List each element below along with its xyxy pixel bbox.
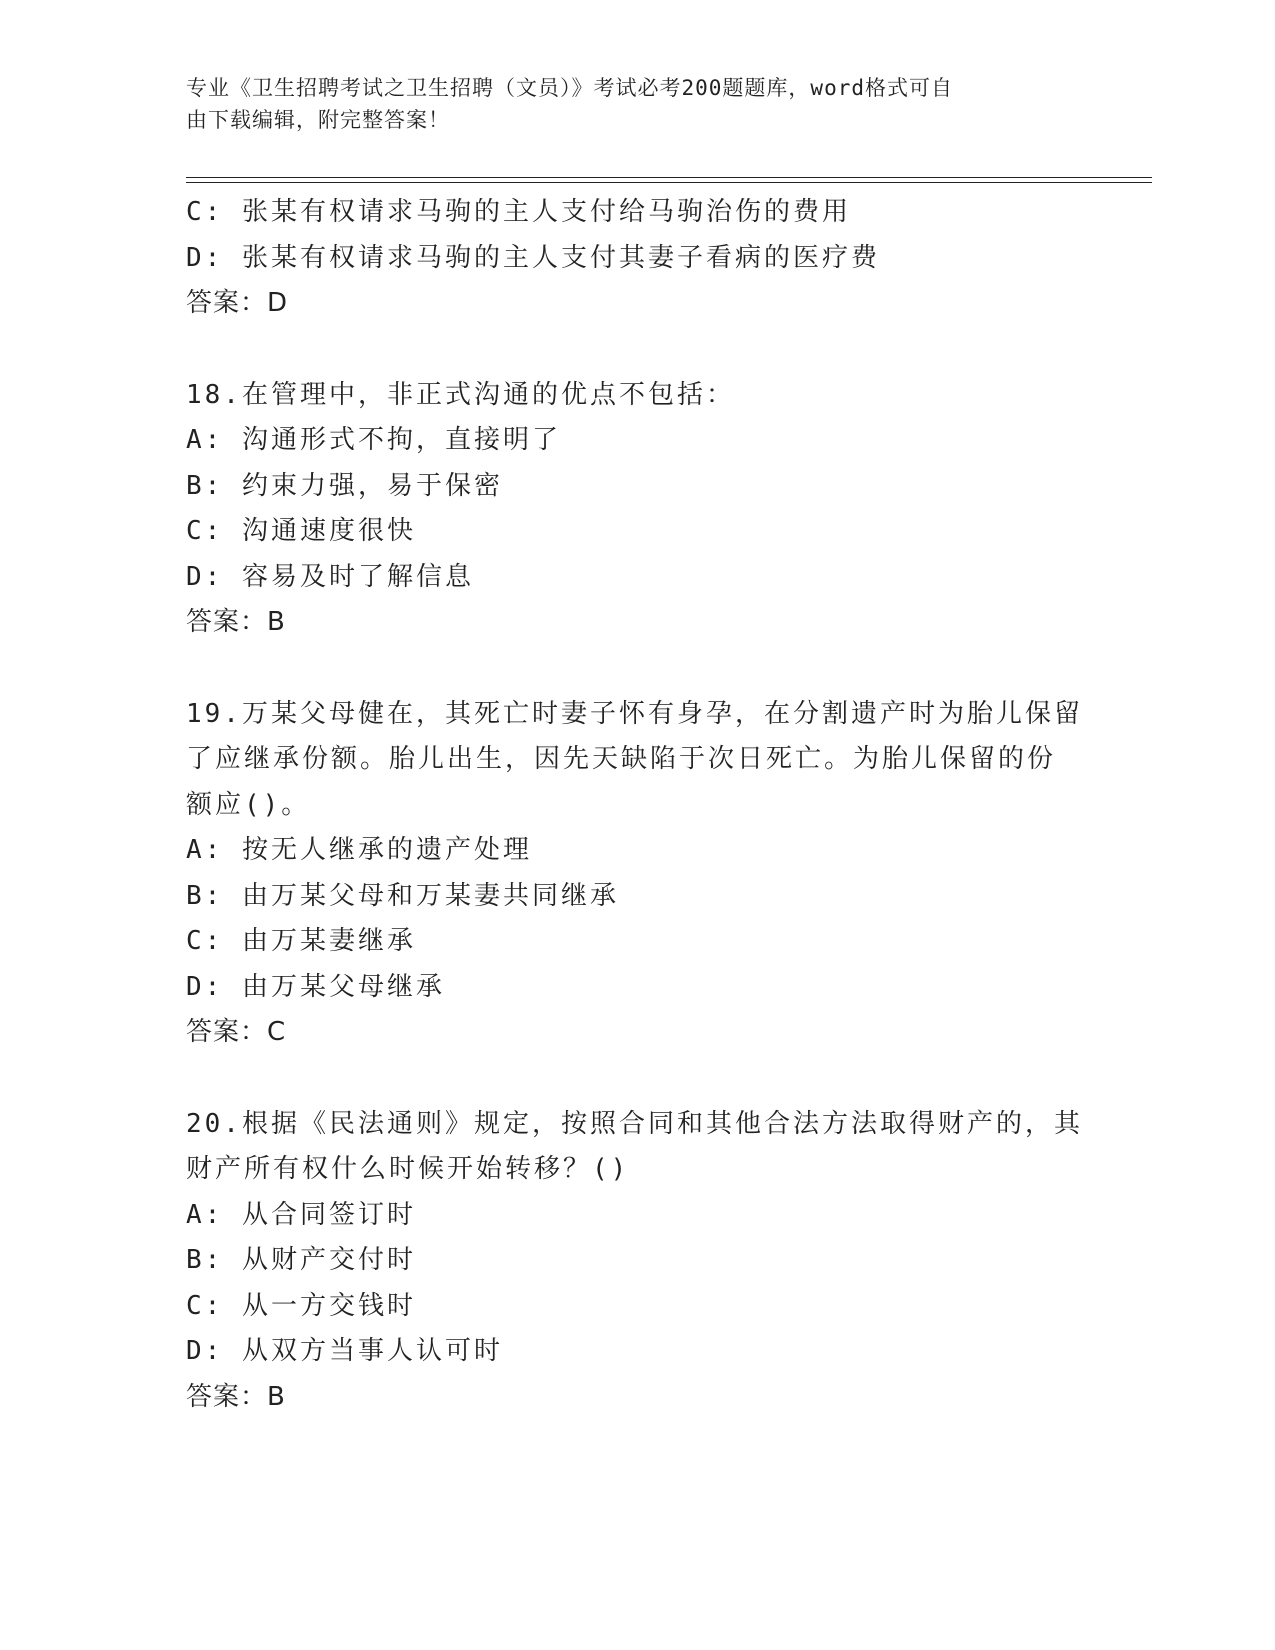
option-c: C: 从一方交钱时: [186, 1290, 416, 1321]
option-d: D: 容易及时了解信息: [186, 561, 474, 592]
question-17-tail: [186, 190, 1086, 327]
option-d: D: 由万某父母继承: [186, 971, 445, 1002]
answer-line: 答案：B: [186, 1381, 286, 1412]
question-18: [186, 373, 1086, 646]
question-19: [186, 692, 1086, 1056]
answer-line: 答案：D: [186, 288, 289, 318]
option-a: A: 从合同签订时: [186, 1199, 416, 1230]
question-stem-line-1: 20.根据《民法通则》规定，按照合同和其他合法方法取得财产的，其: [186, 1108, 1083, 1139]
question-20: [186, 1102, 1086, 1421]
question-stem: 18.在管理中，非正式沟通的优点不包括：: [186, 379, 735, 410]
question-content: [186, 190, 1086, 1420]
option-b: B: 约束力强，易于保密: [186, 470, 503, 501]
option-a: A: 按无人继承的遗产处理: [186, 835, 532, 865]
header-divider-bottom: [186, 182, 1152, 183]
option-c: C: 张某有权请求马驹的主人支付给马驹治伤的费用: [186, 197, 851, 227]
answer-line: 答案：C: [186, 1017, 287, 1047]
option-b: B: 由万某父母和万某妻共同继承: [186, 880, 619, 911]
option-c: C: 沟通速度很快: [186, 516, 416, 546]
header-line-2: 由下载编辑，附完整答案！: [186, 108, 450, 132]
document-header: [186, 72, 1066, 136]
question-stem-line-2: 财产所有权什么时候开始转移？(): [186, 1154, 630, 1184]
option-d: D: 从双方当事人认可时: [186, 1336, 503, 1366]
option-c: C: 由万某妻继承: [186, 926, 416, 956]
option-a: A: 沟通形式不拘，直接明了: [186, 425, 561, 455]
question-stem-line-3: 额应()。: [186, 789, 311, 820]
question-stem-line-2: 了应继承份额。胎儿出生，因先天缺陷于次日死亡。为胎儿保留的份: [186, 744, 1057, 774]
header-divider-top: [186, 177, 1152, 178]
option-b: B: 从财产交付时: [186, 1245, 416, 1275]
question-stem-line-1: 19.万某父母健在，其死亡时妻子怀有身孕，在分割遗产时为胎儿保留: [186, 698, 1083, 729]
answer-line: 答案：B: [186, 607, 286, 637]
header-line-1: 专业《卫生招聘考试之卫生招聘（文员）》考试必考200题题库，word格式可自: [186, 76, 953, 100]
option-d: D: 张某有权请求马驹的主人支付其妻子看病的医疗费: [186, 242, 880, 273]
